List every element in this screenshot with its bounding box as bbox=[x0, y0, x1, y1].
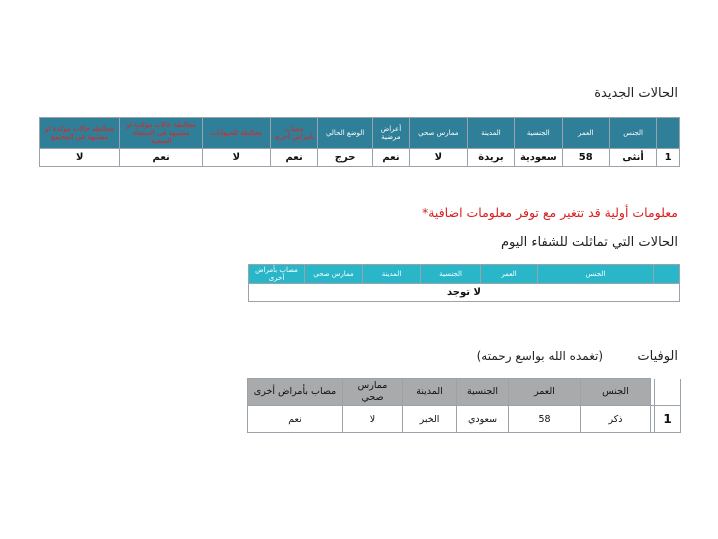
header-cell: ممارس صحي bbox=[305, 265, 363, 284]
table-cell: سعودية bbox=[515, 149, 562, 167]
header-cell: ممارس صحي bbox=[343, 379, 403, 406]
header-cell bbox=[655, 379, 681, 406]
table-cell: نعم bbox=[372, 149, 409, 167]
table-cell: الخبر bbox=[403, 406, 457, 433]
deaths-title: الوفيات bbox=[637, 349, 678, 364]
header-cell: مخالطة حالات مؤكدة او مشتبهة في المنشأة الصحية bbox=[120, 118, 202, 149]
header-cell: ممارس صحي bbox=[410, 118, 468, 149]
header-cell: الوضع الحالي bbox=[318, 118, 373, 149]
empty-cell: لا توجد bbox=[249, 284, 680, 302]
header-cell: المدينة bbox=[363, 265, 421, 284]
header-cell bbox=[654, 265, 680, 284]
table-cell: سعودي bbox=[457, 406, 509, 433]
table-cell: نعم bbox=[270, 149, 317, 167]
table-cell: 1 bbox=[655, 406, 681, 433]
table-header-row bbox=[248, 379, 681, 406]
table-cell: 1 bbox=[657, 149, 680, 167]
header-cell: الجنسية bbox=[421, 265, 481, 284]
header-cell bbox=[657, 118, 680, 149]
recoveries-title: الحالات التي تماثلت للشفاء اليوم bbox=[501, 235, 678, 250]
deaths-table bbox=[247, 378, 681, 433]
table-cell: أنثى bbox=[609, 149, 656, 167]
header-cell: الجنس bbox=[609, 118, 656, 149]
table-header-row bbox=[40, 118, 680, 149]
table-header-row bbox=[249, 265, 680, 284]
table-row bbox=[40, 149, 680, 167]
table-cell: لا bbox=[410, 149, 468, 167]
recoveries-table bbox=[248, 264, 680, 302]
header-cell: أعراض مرضية bbox=[372, 118, 409, 149]
header-cell: العمر bbox=[562, 118, 609, 149]
header-cell: المدينة bbox=[467, 118, 514, 149]
header-cell: الجنس bbox=[538, 265, 654, 284]
new-cases-title: الحالات الجديدة bbox=[594, 86, 678, 101]
disclaimer-note: معلومات أولية قد تتغير مع توفر معلومات اضافية* bbox=[421, 205, 678, 220]
spacer-cell bbox=[651, 379, 655, 406]
spacer-cell bbox=[651, 406, 655, 433]
header-cell: مخالطة حالات مؤكدة او مشتبهة في المجتمع bbox=[40, 118, 120, 149]
table-cell: حرج bbox=[318, 149, 373, 167]
table-row bbox=[248, 406, 681, 433]
table-cell: 58 bbox=[562, 149, 609, 167]
header-cell: الجنسية bbox=[515, 118, 562, 149]
header-cell: الجنس bbox=[581, 379, 651, 406]
table-cell: ذكر bbox=[581, 406, 651, 433]
table-row bbox=[249, 284, 680, 302]
header-cell: المدينة bbox=[403, 379, 457, 406]
header-cell: العمر bbox=[509, 379, 581, 406]
header-cell: العمر bbox=[481, 265, 538, 284]
header-cell: مصاب بأمراض أخرى bbox=[270, 118, 317, 149]
table-cell: 58 bbox=[509, 406, 581, 433]
table-cell: بريدة bbox=[467, 149, 514, 167]
deaths-subtitle: (تغمده الله بواسع رحمته) bbox=[476, 349, 603, 363]
header-cell: الجنسية bbox=[457, 379, 509, 406]
new-cases-table bbox=[39, 117, 680, 167]
table-cell: لا bbox=[343, 406, 403, 433]
table-cell: لا bbox=[40, 149, 120, 167]
header-cell: مصاب بأمراض أخرى bbox=[248, 379, 343, 406]
table-cell: نعم bbox=[248, 406, 343, 433]
table-cell: لا bbox=[202, 149, 270, 167]
header-cell: مخالطة للحيوانات bbox=[202, 118, 270, 149]
table-cell: نعم bbox=[120, 149, 202, 167]
header-cell: مصاب بأمراض أخرى bbox=[249, 265, 305, 284]
